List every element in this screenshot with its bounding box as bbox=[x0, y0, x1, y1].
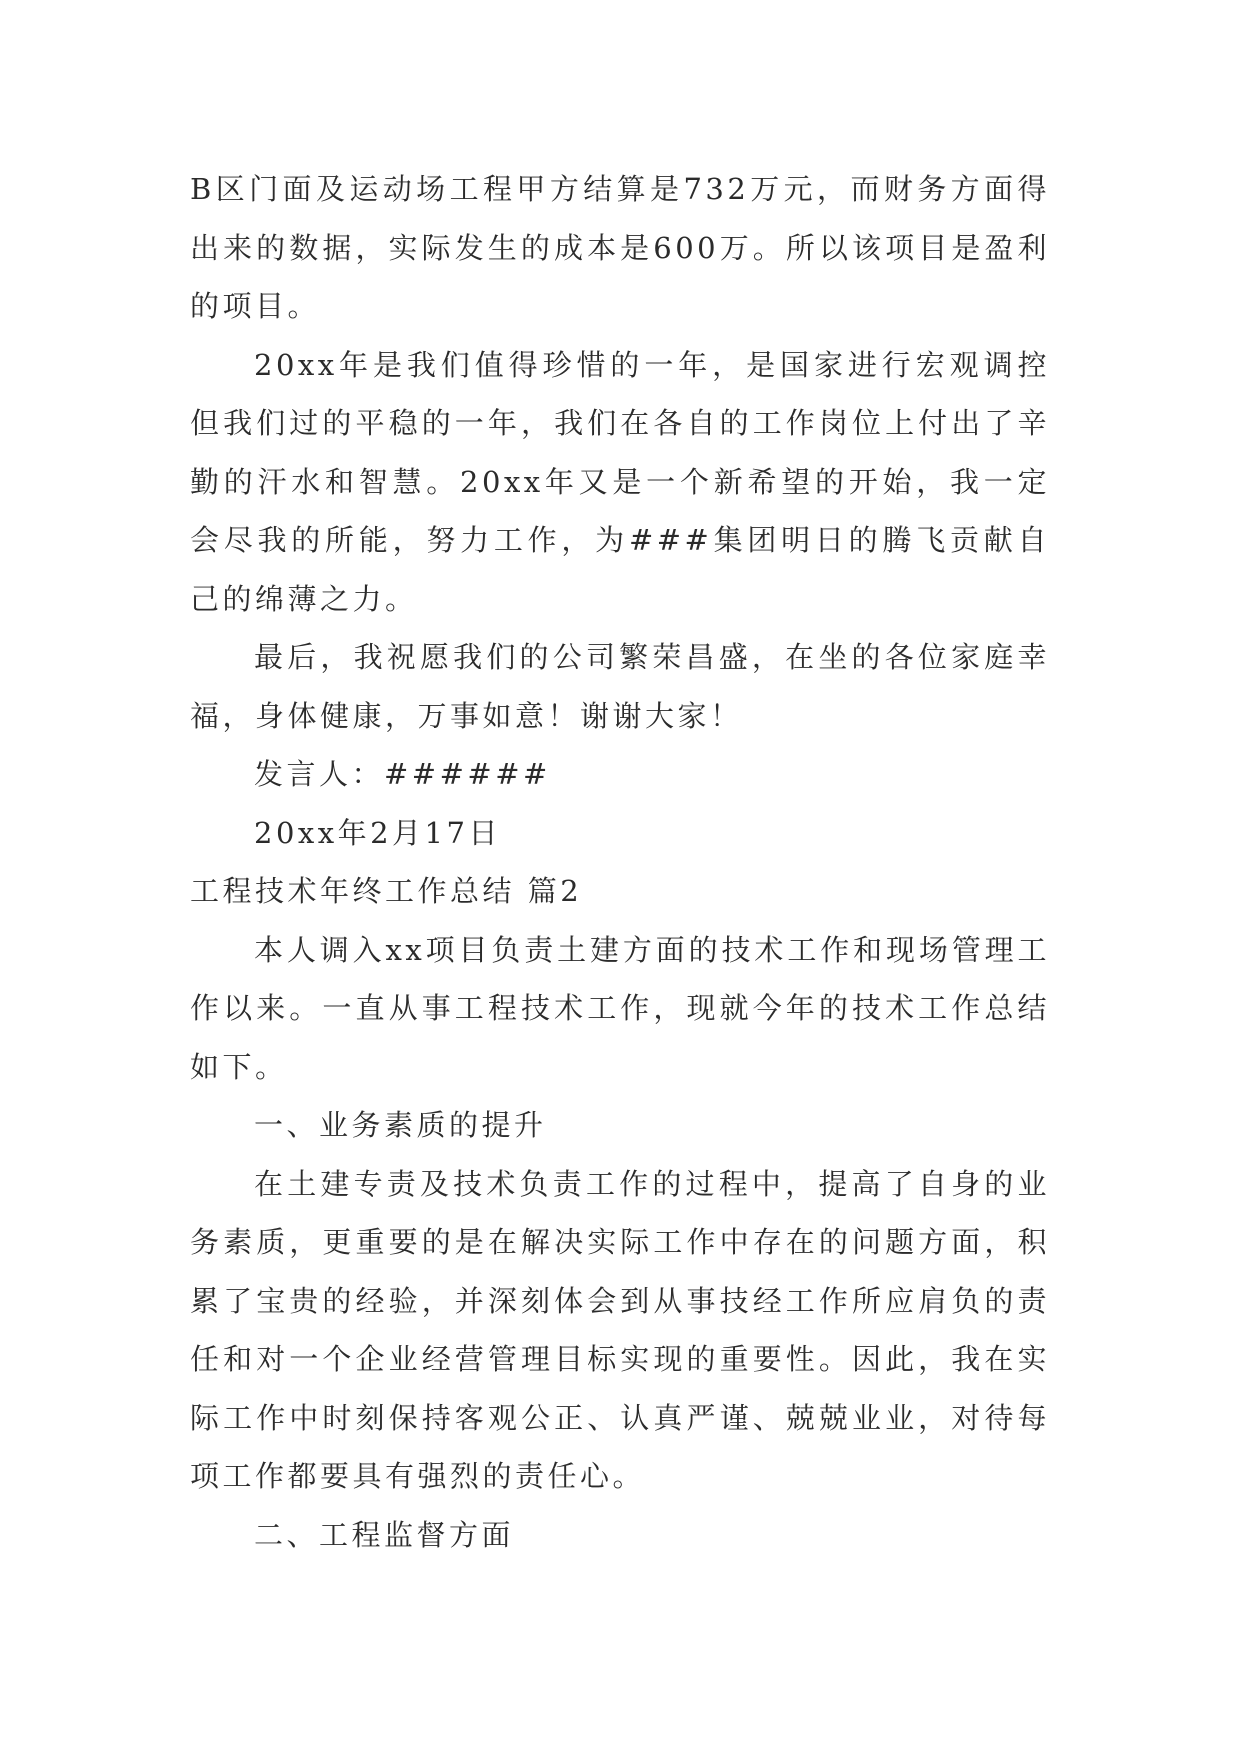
paragraph-closing-wishes: 最后，我祝愿我们的公司繁荣昌盛，在坐的各位家庭幸福，身体健康，万事如意！谢谢大家！ bbox=[190, 640, 1050, 733]
document-body bbox=[190, 160, 1050, 1564]
subheading-project-supervision: 二、工程监督方面 bbox=[254, 1517, 515, 1552]
paragraph-business-quality: 在土建专责及技术负责工作的过程中，提高了自身的业务素质，更重要的是在解决实际工作中存在的问题方面，积累了宝贵的经验，并深刻体会到从事技经工作所应肩负的责任和对一个企业经营管理目标实现的重要性。因此，我在实际工作中时刻保持客观公正、认真严谨、兢兢业业，对待每项工作都要具有强烈的责任心。 bbox=[190, 1166, 1050, 1493]
subheading-business-quality: 一、业务素质的提升 bbox=[254, 1108, 547, 1142]
paragraph-year-review: 20xx年是我们值得珍惜的一年，是国家进行宏观调控但我们过的平稳的一年，我们在各自的工作岗位上付出了辛勤的汗水和智慧。20xx年又是一个新希望的开始，我一定会尽我的所能，努力工作，为###集团明日的腾飞贡献自己的绵薄之力。 bbox=[190, 347, 1050, 616]
date-line: 20xx年2月17日 bbox=[254, 815, 501, 850]
speaker-line: 发言人：###### bbox=[254, 757, 551, 791]
section-title: 工程技术年终工作总结 篇2 bbox=[190, 874, 583, 908]
paragraph-settlement: B区门面及运动场工程甲方结算是732万元，而财务方面得出来的数据，实际发生的成本是600万。所以该项目是盈利的项目。 bbox=[190, 172, 1050, 323]
paragraph-intro: 本人调入xx项目负责土建方面的技术工作和现场管理工作以来。一直从事工程技术工作，现就今年的技术工作总结如下。 bbox=[190, 932, 1050, 1084]
